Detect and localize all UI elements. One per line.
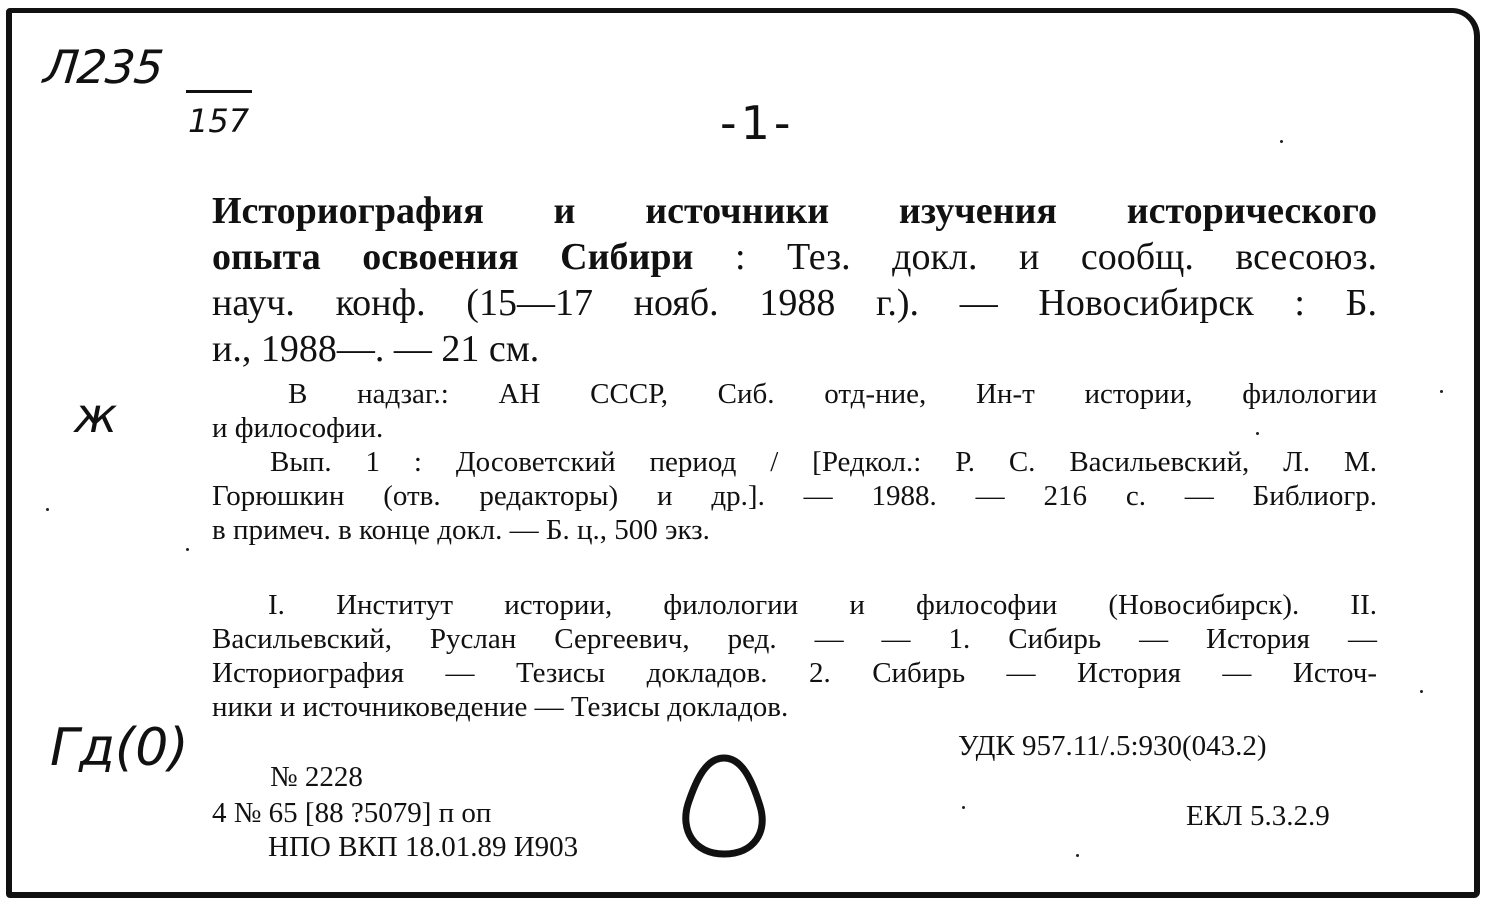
handwritten-shelf-mark: Л235 bbox=[41, 40, 166, 94]
volume-line: в примеч. в конце докл. — Б. ц., 500 экз. bbox=[212, 514, 710, 546]
npo-line: НПО ВКП 18.01.89 И903 bbox=[268, 831, 579, 863]
handwritten-shelf-denominator: 157 bbox=[188, 102, 250, 140]
scan-speck bbox=[1280, 140, 1283, 143]
volume-note bbox=[212, 445, 1377, 547]
ekl-code: ЕКЛ 5.3.2.9 bbox=[1186, 800, 1330, 832]
nadzag-note bbox=[212, 377, 1377, 445]
title-line: науч. конф. (15—17 нояб. 1988 г.). — Новосибирск : Б. bbox=[212, 282, 1377, 324]
scan-speck bbox=[186, 548, 189, 551]
nadzag-line: В надзаг.: АН СССР, Сиб. отд-ние, Ин-т истории, филологии bbox=[288, 378, 1377, 410]
fraction-line bbox=[186, 90, 252, 93]
handwritten-margin-mark: ж bbox=[74, 388, 118, 444]
print-line: 4 № 65 [88 ?5079] п оп bbox=[212, 797, 492, 829]
index-line: I. Институт истории, филологии и философии (Новосибирск). II. bbox=[268, 589, 1377, 621]
title-line bbox=[212, 234, 1377, 280]
title-line-bold-part: опыта освоения Сибири bbox=[212, 236, 694, 278]
volume-line: Горюшкин (отв. редакторы) и др.]. — 1988. — 216 с. — Библиогр. bbox=[212, 480, 1377, 512]
scan-speck bbox=[1420, 690, 1423, 693]
handwritten-code-mark: Гд(0) bbox=[50, 718, 189, 778]
card-number: № 2228 bbox=[270, 761, 363, 793]
udk-code: УДК 957.11/.5:930(043.2) bbox=[958, 730, 1267, 762]
nadzag-line: и философии. bbox=[212, 412, 384, 444]
index-line: ники и источниковедение — Тезисы докладов. bbox=[212, 691, 789, 723]
scan-speck bbox=[1076, 854, 1079, 857]
title-line: Историография и источники изучения исторического bbox=[212, 190, 1377, 232]
scan-speck bbox=[1440, 390, 1443, 393]
index-line: Васильевский, Руслан Сергеевич, ред. — — 1. Сибирь — История — bbox=[212, 623, 1377, 655]
punch-hole-ring bbox=[676, 752, 772, 860]
scan-speck bbox=[1256, 432, 1259, 435]
scan-speck bbox=[962, 806, 965, 809]
index-line: Историография — Тезисы докладов. 2. Сибирь — История — Источ- bbox=[212, 657, 1377, 689]
title-line: и., 1988—. — 21 см. bbox=[212, 328, 540, 370]
title-line-rest: : Тез. докл. и сообщ. всесоюз. bbox=[734, 236, 1377, 278]
scan-speck bbox=[46, 508, 49, 511]
volume-line: Вып. 1 : Досоветский период / [Редкол.: Р. С. Васильевский, Л. М. bbox=[270, 446, 1377, 478]
handwritten-card-number: -1- bbox=[720, 96, 795, 150]
subject-index bbox=[212, 588, 1377, 724]
bibliographic-title bbox=[212, 188, 1377, 372]
